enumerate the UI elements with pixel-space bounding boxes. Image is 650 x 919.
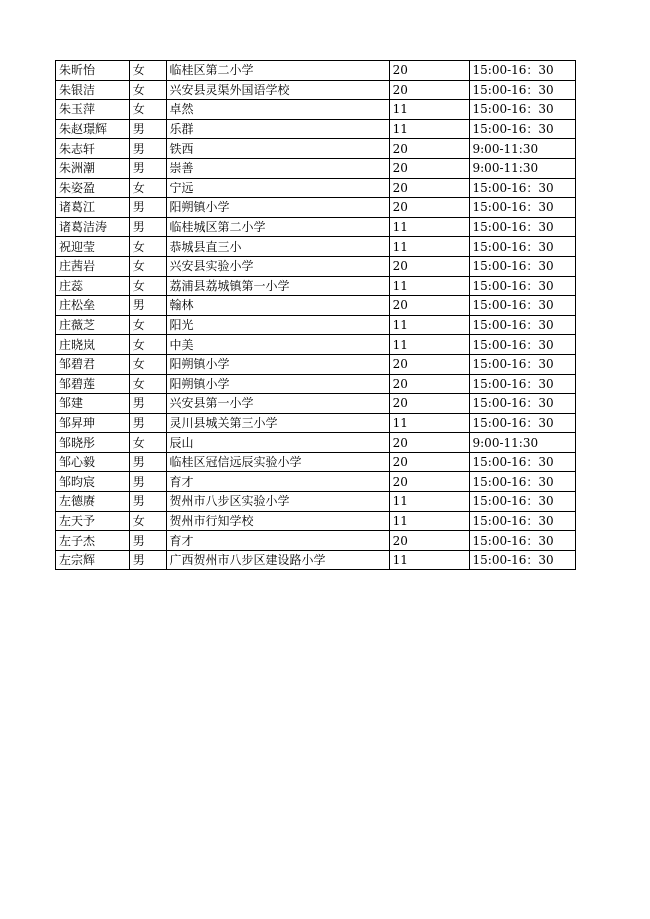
gender-cell: 女	[129, 80, 166, 100]
gender-cell: 女	[129, 100, 166, 120]
group-number-cell: 20	[389, 354, 469, 374]
time-slot-cell: 15:00-16：30	[469, 413, 576, 433]
gender-cell: 女	[129, 335, 166, 355]
school-cell: 育才	[166, 531, 389, 551]
table-row	[56, 237, 576, 257]
group-number-cell: 20	[389, 158, 469, 178]
group-number-cell: 20	[389, 61, 469, 81]
school-cell: 宁远	[166, 178, 389, 198]
table-row	[56, 335, 576, 355]
school-cell: 贺州市行知学校	[166, 511, 389, 531]
student-name-cell: 庄晓岚	[56, 335, 130, 355]
student-name-cell: 朱姿盈	[56, 178, 130, 198]
table-row	[56, 178, 576, 198]
group-number-cell: 11	[389, 335, 469, 355]
group-number-cell: 11	[389, 276, 469, 296]
time-slot-cell: 9:00-11:30	[469, 139, 576, 159]
group-number-cell: 20	[389, 80, 469, 100]
student-name-cell: 左德赓	[56, 492, 130, 512]
student-name-cell: 诸葛洁涛	[56, 217, 130, 237]
time-slot-cell: 15:00-16：30	[469, 394, 576, 414]
student-name-cell: 邹晓彤	[56, 433, 130, 453]
gender-cell: 男	[129, 198, 166, 218]
gender-cell: 男	[129, 158, 166, 178]
school-cell: 阳朔镇小学	[166, 374, 389, 394]
table-row	[56, 198, 576, 218]
student-name-cell: 诸葛江	[56, 198, 130, 218]
gender-cell: 女	[129, 374, 166, 394]
school-cell: 荔浦县荔城镇第一小学	[166, 276, 389, 296]
gender-cell: 女	[129, 315, 166, 335]
school-cell: 辰山	[166, 433, 389, 453]
gender-cell: 女	[129, 61, 166, 81]
table-row	[56, 61, 576, 81]
table-row	[56, 139, 576, 159]
group-number-cell: 11	[389, 100, 469, 120]
time-slot-cell: 15:00-16：30	[469, 198, 576, 218]
group-number-cell: 11	[389, 492, 469, 512]
school-cell: 广西贺州市八步区建设路小学	[166, 550, 389, 570]
school-cell: 中美	[166, 335, 389, 355]
time-slot-cell: 15:00-16：30	[469, 354, 576, 374]
gender-cell: 男	[129, 296, 166, 316]
table-row	[56, 119, 576, 139]
group-number-cell: 11	[389, 315, 469, 335]
student-name-cell: 邹心毅	[56, 452, 130, 472]
school-cell: 临桂区冠信远辰实验小学	[166, 452, 389, 472]
group-number-cell: 20	[389, 472, 469, 492]
table-row	[56, 413, 576, 433]
time-slot-cell: 15:00-16：30	[469, 119, 576, 139]
school-cell: 兴安县实验小学	[166, 256, 389, 276]
time-slot-cell: 15:00-16：30	[469, 178, 576, 198]
group-number-cell: 20	[389, 374, 469, 394]
time-slot-cell: 15:00-16：30	[469, 256, 576, 276]
school-cell: 育才	[166, 472, 389, 492]
student-name-cell: 朱赵璟辉	[56, 119, 130, 139]
school-cell: 阳朔镇小学	[166, 198, 389, 218]
time-slot-cell: 15:00-16：30	[469, 452, 576, 472]
table-row	[56, 315, 576, 335]
school-cell: 卓然	[166, 100, 389, 120]
gender-cell: 男	[129, 531, 166, 551]
time-slot-cell: 15:00-16：30	[469, 80, 576, 100]
roster-table-body	[56, 61, 576, 570]
student-name-cell: 邹碧莲	[56, 374, 130, 394]
gender-cell: 男	[129, 119, 166, 139]
student-name-cell: 左天予	[56, 511, 130, 531]
gender-cell: 女	[129, 276, 166, 296]
group-number-cell: 20	[389, 178, 469, 198]
table-row	[56, 296, 576, 316]
time-slot-cell: 15:00-16：30	[469, 550, 576, 570]
time-slot-cell: 15:00-16：30	[469, 296, 576, 316]
table-row	[56, 354, 576, 374]
school-cell: 临桂区第二小学	[166, 61, 389, 81]
gender-cell: 女	[129, 433, 166, 453]
student-name-cell: 邹碧君	[56, 354, 130, 374]
student-name-cell: 邹昀宸	[56, 472, 130, 492]
time-slot-cell: 9:00-11:30	[469, 158, 576, 178]
table-row	[56, 256, 576, 276]
student-name-cell: 祝迎莹	[56, 237, 130, 257]
school-cell: 铁西	[166, 139, 389, 159]
school-cell: 阳朔镇小学	[166, 354, 389, 374]
group-number-cell: 11	[389, 119, 469, 139]
student-name-cell: 庄松垒	[56, 296, 130, 316]
student-name-cell: 庄蕊	[56, 276, 130, 296]
student-name-cell: 朱志轩	[56, 139, 130, 159]
time-slot-cell: 15:00-16：30	[469, 531, 576, 551]
group-number-cell: 11	[389, 511, 469, 531]
student-name-cell: 朱洲潮	[56, 158, 130, 178]
table-row	[56, 158, 576, 178]
student-name-cell: 邹昇珅	[56, 413, 130, 433]
school-cell: 崇善	[166, 158, 389, 178]
time-slot-cell: 15:00-16：30	[469, 61, 576, 81]
gender-cell: 男	[129, 413, 166, 433]
table-row	[56, 492, 576, 512]
table-row	[56, 452, 576, 472]
gender-cell: 男	[129, 472, 166, 492]
student-name-cell: 邹建	[56, 394, 130, 414]
student-name-cell: 朱银洁	[56, 80, 130, 100]
time-slot-cell: 15:00-16：30	[469, 492, 576, 512]
student-name-cell: 庄薇芝	[56, 315, 130, 335]
group-number-cell: 20	[389, 256, 469, 276]
gender-cell: 男	[129, 394, 166, 414]
time-slot-cell: 15:00-16：30	[469, 374, 576, 394]
group-number-cell: 20	[389, 531, 469, 551]
school-cell: 恭城县直三小	[166, 237, 389, 257]
gender-cell: 女	[129, 511, 166, 531]
group-number-cell: 20	[389, 452, 469, 472]
student-name-cell: 左宗辉	[56, 550, 130, 570]
gender-cell: 男	[129, 492, 166, 512]
roster-table	[55, 60, 576, 570]
table-row	[56, 472, 576, 492]
student-name-cell: 左子杰	[56, 531, 130, 551]
time-slot-cell: 15:00-16：30	[469, 335, 576, 355]
gender-cell: 女	[129, 256, 166, 276]
table-row	[56, 531, 576, 551]
table-row	[56, 374, 576, 394]
gender-cell: 男	[129, 217, 166, 237]
gender-cell: 女	[129, 237, 166, 257]
gender-cell: 男	[129, 550, 166, 570]
time-slot-cell: 15:00-16：30	[469, 472, 576, 492]
time-slot-cell: 15:00-16：30	[469, 315, 576, 335]
group-number-cell: 11	[389, 550, 469, 570]
school-cell: 临桂城区第二小学	[166, 217, 389, 237]
time-slot-cell: 9:00-11:30	[469, 433, 576, 453]
school-cell: 翰林	[166, 296, 389, 316]
table-row	[56, 217, 576, 237]
group-number-cell: 11	[389, 237, 469, 257]
student-name-cell: 朱玉萍	[56, 100, 130, 120]
table-row	[56, 550, 576, 570]
student-name-cell: 朱昕怡	[56, 61, 130, 81]
time-slot-cell: 15:00-16：30	[469, 276, 576, 296]
time-slot-cell: 15:00-16：30	[469, 511, 576, 531]
school-cell: 灵川县城关第三小学	[166, 413, 389, 433]
table-row	[56, 433, 576, 453]
group-number-cell: 20	[389, 198, 469, 218]
group-number-cell: 11	[389, 413, 469, 433]
school-cell: 贺州市八步区实验小学	[166, 492, 389, 512]
table-row	[56, 80, 576, 100]
time-slot-cell: 15:00-16：30	[469, 237, 576, 257]
gender-cell: 男	[129, 452, 166, 472]
table-row	[56, 394, 576, 414]
table-row	[56, 511, 576, 531]
school-cell: 阳光	[166, 315, 389, 335]
time-slot-cell: 15:00-16：30	[469, 217, 576, 237]
group-number-cell: 11	[389, 217, 469, 237]
time-slot-cell: 15:00-16：30	[469, 100, 576, 120]
school-cell: 乐群	[166, 119, 389, 139]
group-number-cell: 20	[389, 433, 469, 453]
gender-cell: 女	[129, 354, 166, 374]
group-number-cell: 20	[389, 394, 469, 414]
group-number-cell: 20	[389, 139, 469, 159]
gender-cell: 女	[129, 178, 166, 198]
gender-cell: 男	[129, 139, 166, 159]
group-number-cell: 20	[389, 296, 469, 316]
table-row	[56, 276, 576, 296]
school-cell: 兴安县灵渠外国语学校	[166, 80, 389, 100]
school-cell: 兴安县第一小学	[166, 394, 389, 414]
table-row	[56, 100, 576, 120]
student-name-cell: 庄茜岩	[56, 256, 130, 276]
